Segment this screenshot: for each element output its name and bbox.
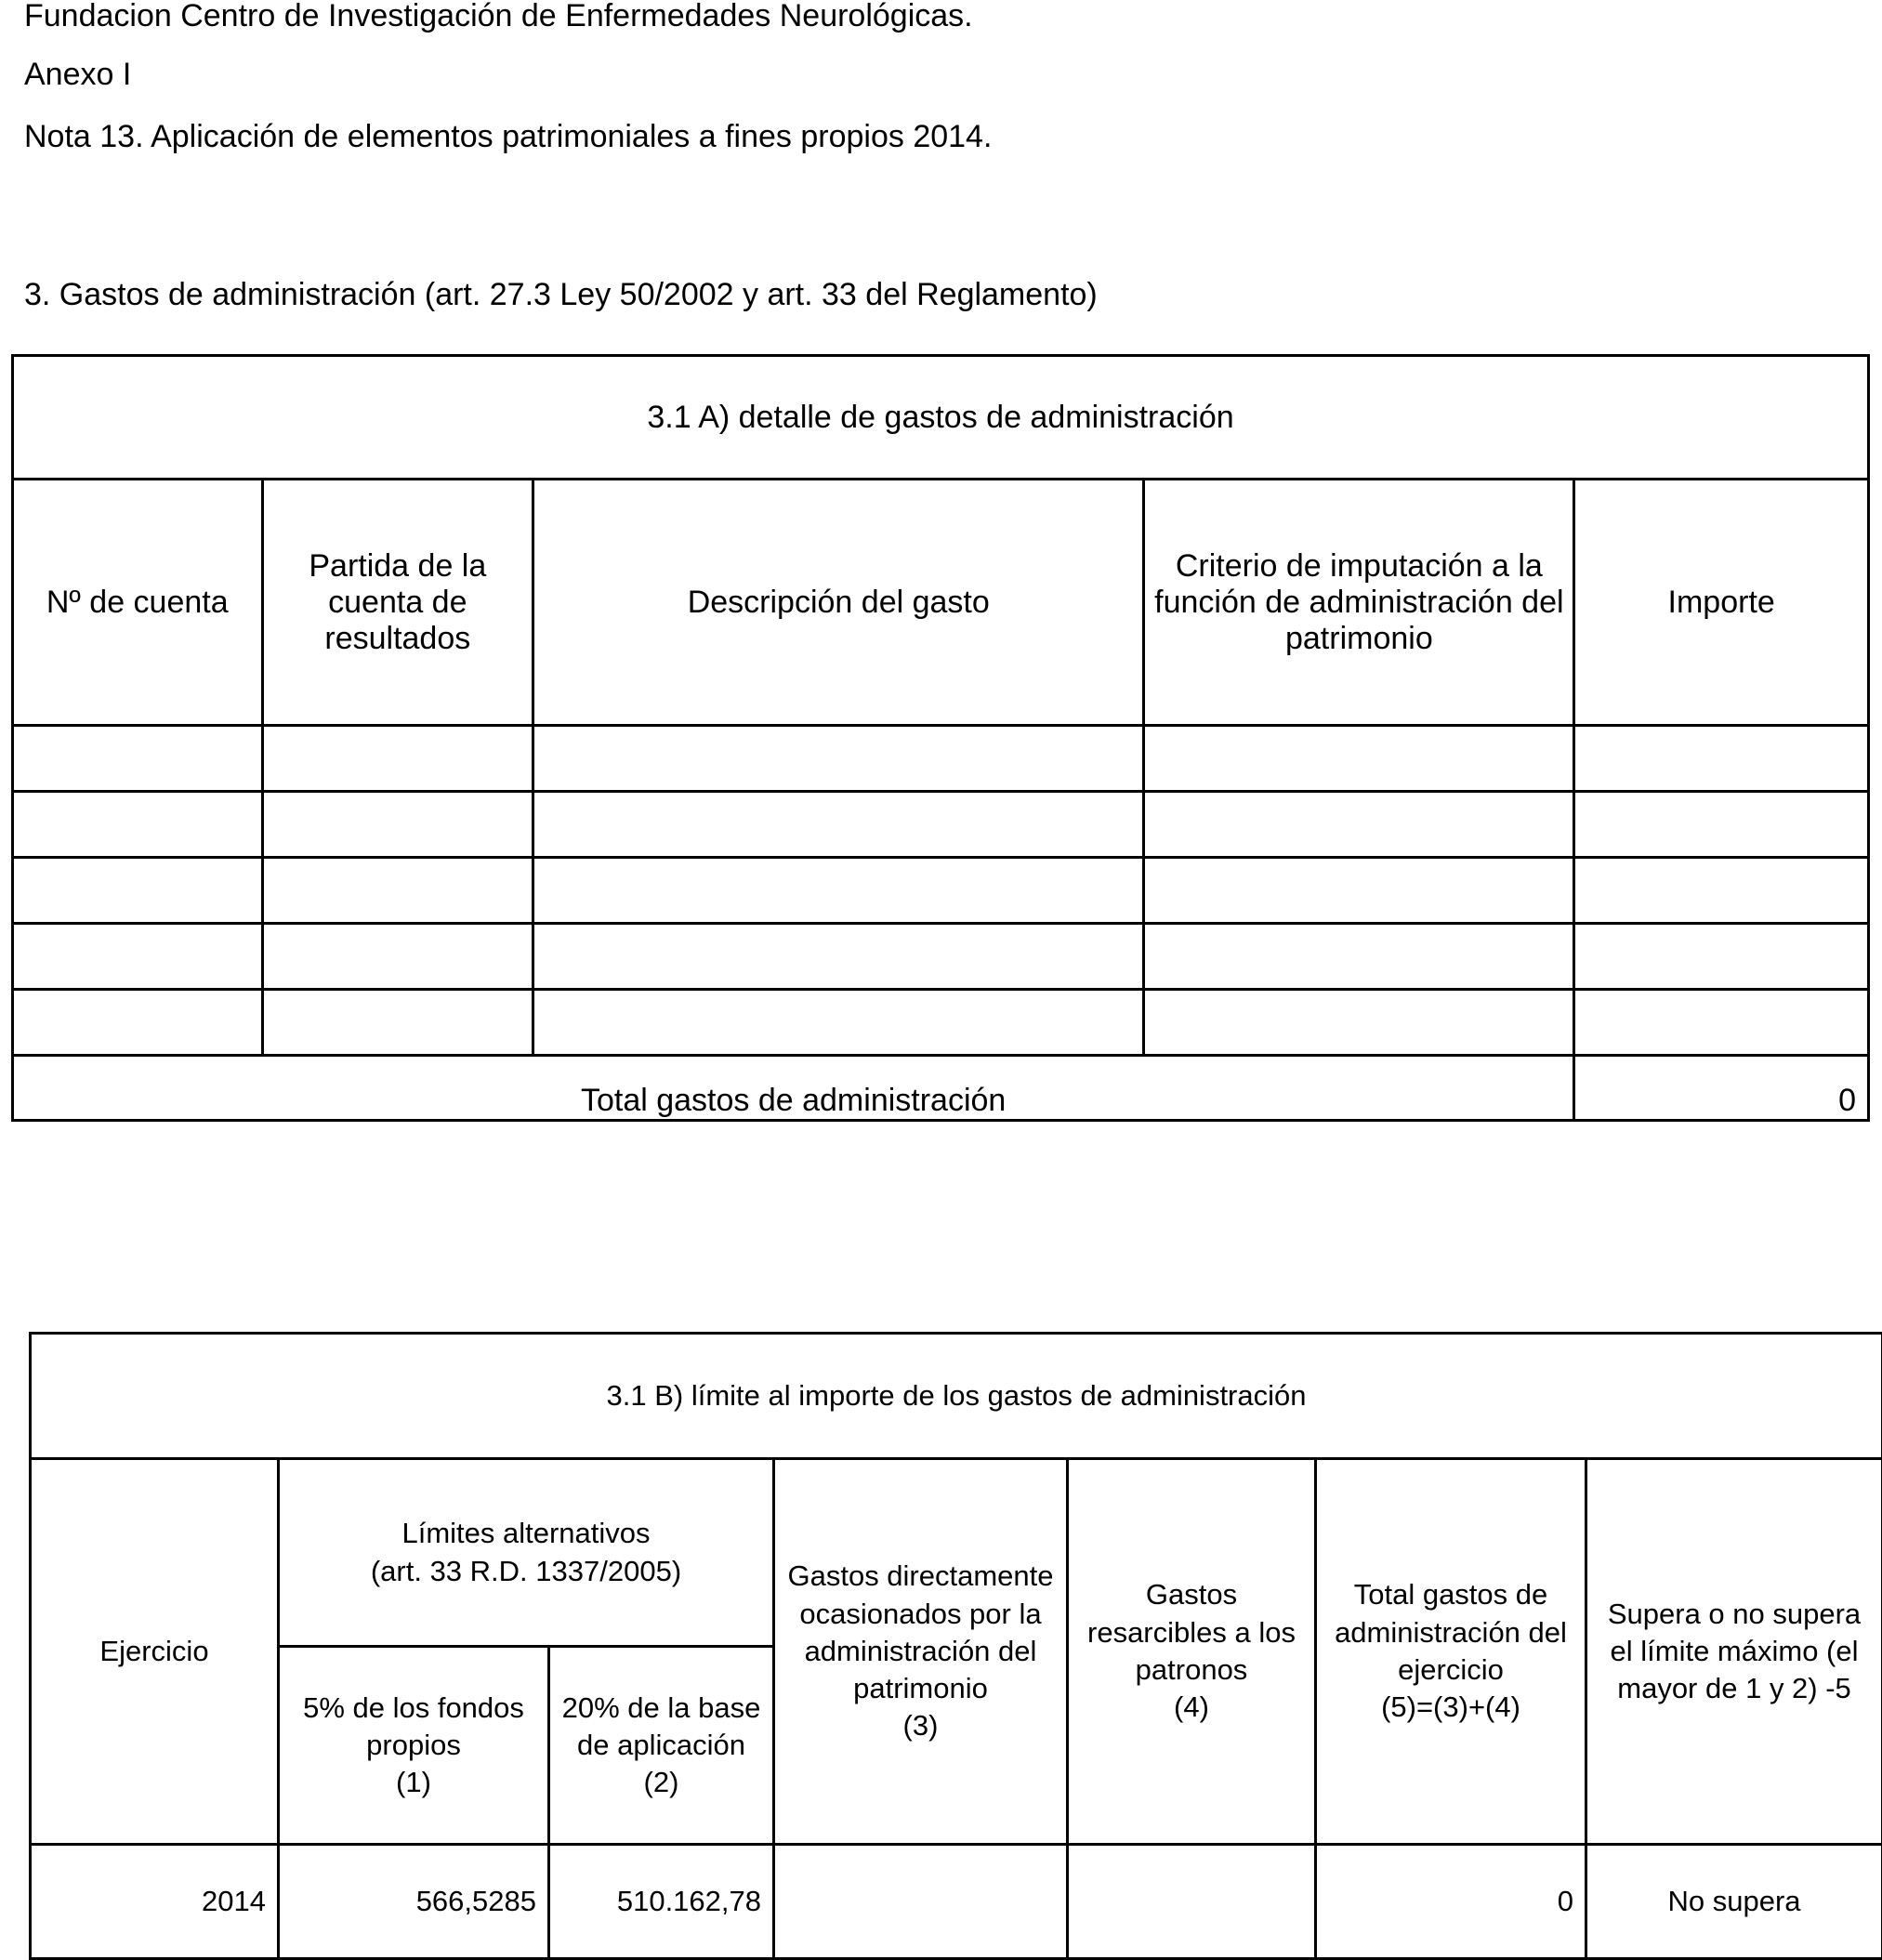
note-title: Nota 13. Aplicación de elementos patrimoniales a fines propios 2014. [24,121,992,152]
table-cell [1574,726,1869,792]
table-row [13,726,1869,792]
table-cell [1574,990,1869,1056]
total-label: Total gastos de administración [13,1056,1574,1121]
cell-exceeds-limit: No supera [1586,1845,1882,1959]
col-results-item: Partida de la cuenta de resultados [262,480,533,726]
cell-total-expenses: 0 [1316,1845,1586,1959]
table-row [13,858,1869,924]
table-cell [262,858,533,924]
table-cell [1574,858,1869,924]
col-own-funds-5pct: 5% de los fondos propios (1) [279,1647,549,1845]
total-value: 0 [1574,1056,1869,1121]
col-total-expenses: Total gastos de administración del ejercicio (5)=(3)+(4) [1316,1459,1586,1845]
table-cell [1574,924,1869,990]
table-cell [13,924,263,990]
col-application-base-20pct: 20% de la base de aplicación (2) [549,1647,774,1845]
table-cell [1144,990,1574,1056]
table-cell [262,990,533,1056]
table-row [13,924,1869,990]
table-cell [262,792,533,858]
table-row [13,990,1869,1056]
table-cell [533,792,1144,858]
cell-fiscal-year: 2014 [31,1845,279,1959]
table-row [31,1845,1882,1959]
table-cell [533,726,1144,792]
annex-label: Anexo I [24,59,131,90]
cell-application-base: 510.162,78 [549,1845,774,1959]
organization-name: Fundacion Centro de Investigación de Enfermedades Neurológicas. [24,0,973,32]
table-cell [262,924,533,990]
table-cell [533,990,1144,1056]
col-fiscal-year: Ejercicio [31,1459,279,1845]
table-cell [1144,858,1574,924]
administration-expenses-limit-table [29,1332,1882,1960]
table-cell [262,726,533,792]
table-cell [1574,792,1869,858]
administration-expenses-detail-table [11,354,1870,1122]
total-row [13,1056,1869,1121]
table-cell [1144,924,1574,990]
table-a-title: 3.1 A) detalle de gastos de administración [13,356,1869,480]
table-b-title: 3.1 B) límite al importe de los gastos de administración [31,1334,1882,1459]
col-expense-description: Descripción del gasto [533,480,1144,726]
cell-own-funds: 566,5285 [279,1845,549,1959]
table-cell [533,858,1144,924]
cell-reimbursable-expenses [1068,1845,1316,1959]
col-direct-expenses: Gastos directamente ocasionados por la administración del patrimonio (3) [774,1459,1068,1845]
table-cell [13,858,263,924]
col-account-number: Nº de cuenta [13,480,263,726]
col-reimbursable-expenses: Gastos resarcibles a los patronos (4) [1068,1459,1316,1845]
col-imputation-criterion: Criterio de imputación a la función de administración del patrimonio [1144,480,1574,726]
col-exceeds-limit: Supera o no supera el límite máximo (el mayor de 1 y 2) -5 [1586,1459,1882,1845]
table-cell [13,792,263,858]
table-cell [1144,792,1574,858]
table-row [13,792,1869,858]
cell-direct-expenses [774,1845,1068,1959]
table-cell [13,990,263,1056]
table-cell [13,726,263,792]
col-alternative-limits: Límites alternativos (art. 33 R.D. 1337/2005) [279,1459,774,1647]
section-title: 3. Gastos de administración (art. 27.3 Ley 50/2002 y art. 33 del Reglamento) [24,279,1098,310]
table-cell [533,924,1144,990]
col-amount: Importe [1574,480,1869,726]
table-cell [1144,726,1574,792]
